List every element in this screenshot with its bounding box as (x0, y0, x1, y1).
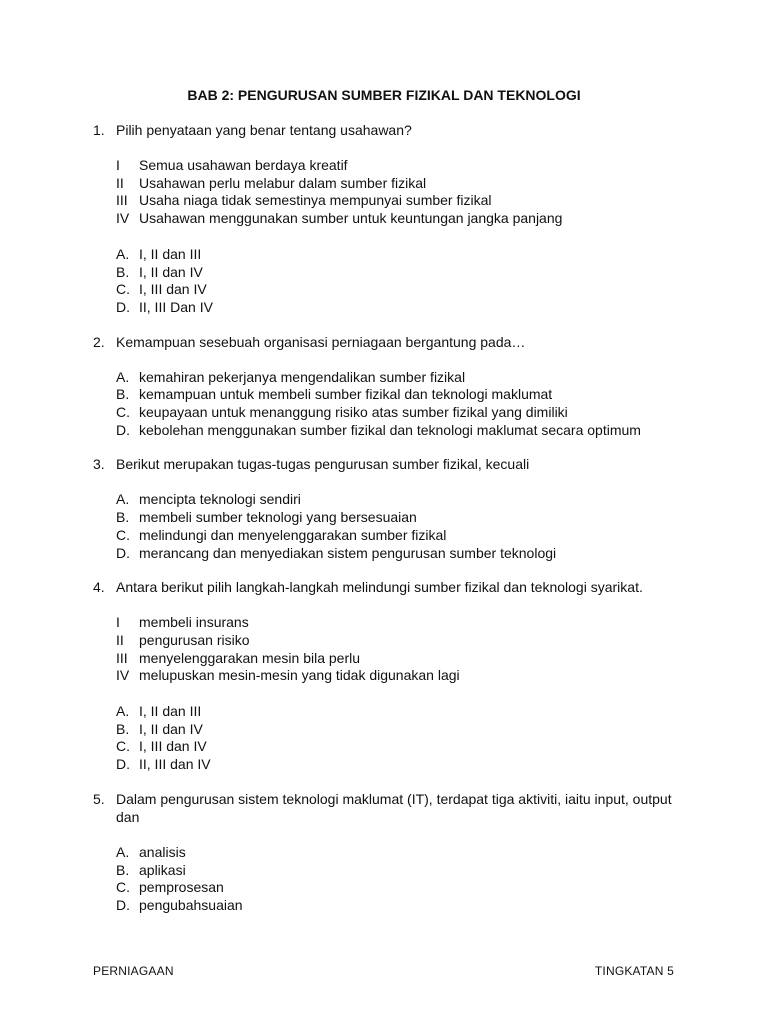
option-list (116, 246, 693, 317)
option-text: I, II dan III (139, 703, 202, 720)
option-letter: D. (116, 298, 130, 315)
question-2 (93, 333, 693, 440)
option-letter: D. (116, 756, 130, 773)
question-text: Antara berikut pilih langkah-langkah melindungi sumber fizikal dan teknologi syarikat. (116, 579, 643, 596)
question-number: 2. (93, 333, 105, 350)
option-letter: A. (116, 368, 130, 385)
option-text: I, II dan III (139, 245, 202, 262)
option-list (116, 844, 693, 915)
statement-text: Usaha niaga tidak semestinya mempunyai sumber fizikal (139, 192, 492, 209)
option-text: merancang dan menyediakan sistem pengurusan sumber teknologi (139, 544, 557, 561)
statement-numeral: IV (116, 667, 130, 684)
option-letter: A. (116, 491, 130, 508)
answer-option (116, 862, 693, 880)
question-number: 5. (93, 790, 105, 807)
option-text: kemampuan untuk membeli sumber fizikal dan teknologi maklumat (139, 386, 553, 403)
answer-option (116, 527, 693, 545)
question-text: Dalam pengurusan sistem teknologi maklumat (IT), terdapat tiga aktiviti, iaitu input, output dan (116, 790, 672, 825)
option-text: kebolehan menggunakan sumber fizikal dan teknologi maklumat secara optimum (139, 421, 641, 438)
statement-text: pengurusan risiko (139, 631, 250, 648)
answer-option (116, 369, 693, 387)
answer-option (116, 721, 693, 739)
option-text: mencipta teknologi sendiri (139, 491, 301, 508)
question-1 (93, 121, 693, 317)
statement-text: Semua usahawan berdaya kreatif (139, 157, 348, 173)
option-text: membeli sumber teknologi yang bersesuaian (139, 509, 417, 526)
statement-numeral: I (116, 614, 120, 631)
statement-numeral: I (116, 157, 120, 173)
answer-option (116, 264, 693, 282)
option-text: I, III dan IV (139, 281, 207, 298)
question-text: Pilih penyataan yang benar tentang usahawan? (116, 122, 412, 138)
option-letter: B. (116, 263, 130, 280)
option-letter: A. (116, 703, 130, 720)
option-list (116, 703, 693, 774)
statement-text: membeli insurans (139, 614, 249, 631)
option-letter: B. (116, 509, 130, 526)
footer-form: TINGKATAN 5 (594, 964, 674, 978)
option-text: pemprosesan (139, 879, 224, 896)
option-text: II, III dan IV (139, 756, 211, 773)
option-text: I, II dan IV (139, 263, 203, 280)
answer-option (116, 879, 693, 897)
question-number: 4. (93, 579, 105, 596)
option-letter: D. (116, 421, 130, 438)
option-letter: C. (116, 526, 130, 543)
question-text: Berikut merupakan tugas-tugas pengurusan sumber fizikal, kecuali (116, 456, 530, 473)
option-text: II, III Dan IV (139, 298, 213, 315)
question-4 (93, 578, 693, 774)
question-5 (93, 790, 693, 915)
statement-numeral: IV (116, 210, 130, 227)
option-text: analisis (139, 843, 186, 860)
answer-option (116, 844, 693, 862)
statement-list (116, 157, 693, 228)
question-number: 1. (93, 122, 105, 138)
option-list (116, 491, 693, 562)
statement-item (116, 157, 693, 175)
answer-option (116, 246, 693, 264)
answer-option (116, 422, 693, 440)
question-text: Kemampuan sesebuah organisasi perniagaan bergantung pada… (116, 333, 526, 350)
option-letter: B. (116, 861, 130, 878)
statement-item (116, 667, 693, 685)
statement-item (116, 650, 693, 668)
answer-option (116, 545, 693, 563)
option-letter: C. (116, 404, 130, 421)
answer-option (116, 299, 693, 317)
statement-item (116, 192, 693, 210)
question-3 (93, 455, 693, 562)
answer-option (116, 386, 693, 404)
answer-option (116, 897, 693, 915)
option-text: aplikasi (139, 861, 186, 878)
option-letter: A. (116, 843, 130, 860)
option-text: kemahiran pekerjanya mengendalikan sumber fizikal (139, 368, 466, 385)
answer-option (116, 738, 693, 756)
statement-numeral: III (116, 649, 128, 666)
answer-option (116, 703, 693, 721)
statement-numeral: II (116, 174, 124, 191)
option-letter: A. (116, 245, 130, 262)
option-letter: B. (116, 386, 130, 403)
answer-option (116, 756, 693, 774)
question-number: 3. (93, 456, 105, 473)
question-list (93, 121, 693, 931)
page-title: BAB 2: PENGURUSAN SUMBER FIZIKAL DAN TEKNOLOGI (187, 87, 581, 103)
statement-item (116, 175, 693, 193)
option-letter: C. (116, 738, 130, 755)
statement-item (116, 632, 693, 650)
option-text: I, III dan IV (139, 738, 207, 755)
statement-numeral: III (116, 192, 128, 209)
answer-option (116, 491, 693, 509)
option-text: I, II dan IV (139, 720, 203, 737)
statement-item (116, 614, 693, 632)
option-letter: C. (116, 879, 130, 896)
statement-list (116, 614, 693, 685)
option-list (116, 369, 693, 440)
option-text: melindungi dan menyelenggarakan sumber fizikal (139, 526, 447, 543)
answer-option (116, 404, 693, 422)
statement-text: Usahawan perlu melabur dalam sumber fizikal (139, 174, 427, 191)
footer-subject: PERNIAGAAN (93, 964, 174, 978)
option-letter: B. (116, 720, 130, 737)
option-text: pengubahsuaian (139, 896, 243, 913)
statement-text: Usahawan menggunakan sumber untuk keuntungan jangka panjang (139, 210, 563, 227)
answer-option (116, 509, 693, 527)
statement-text: menyelenggarakan mesin bila perlu (139, 649, 361, 666)
statement-text: melupuskan mesin-mesin yang tidak digunakan lagi (139, 667, 460, 684)
answer-option (116, 281, 693, 299)
option-letter: C. (116, 281, 130, 298)
statement-item (116, 210, 693, 228)
option-letter: D. (116, 544, 130, 561)
option-letter: D. (116, 896, 130, 913)
option-text: keupayaan untuk menanggung risiko atas sumber fizikal yang dimiliki (139, 404, 568, 421)
statement-numeral: II (116, 631, 124, 648)
